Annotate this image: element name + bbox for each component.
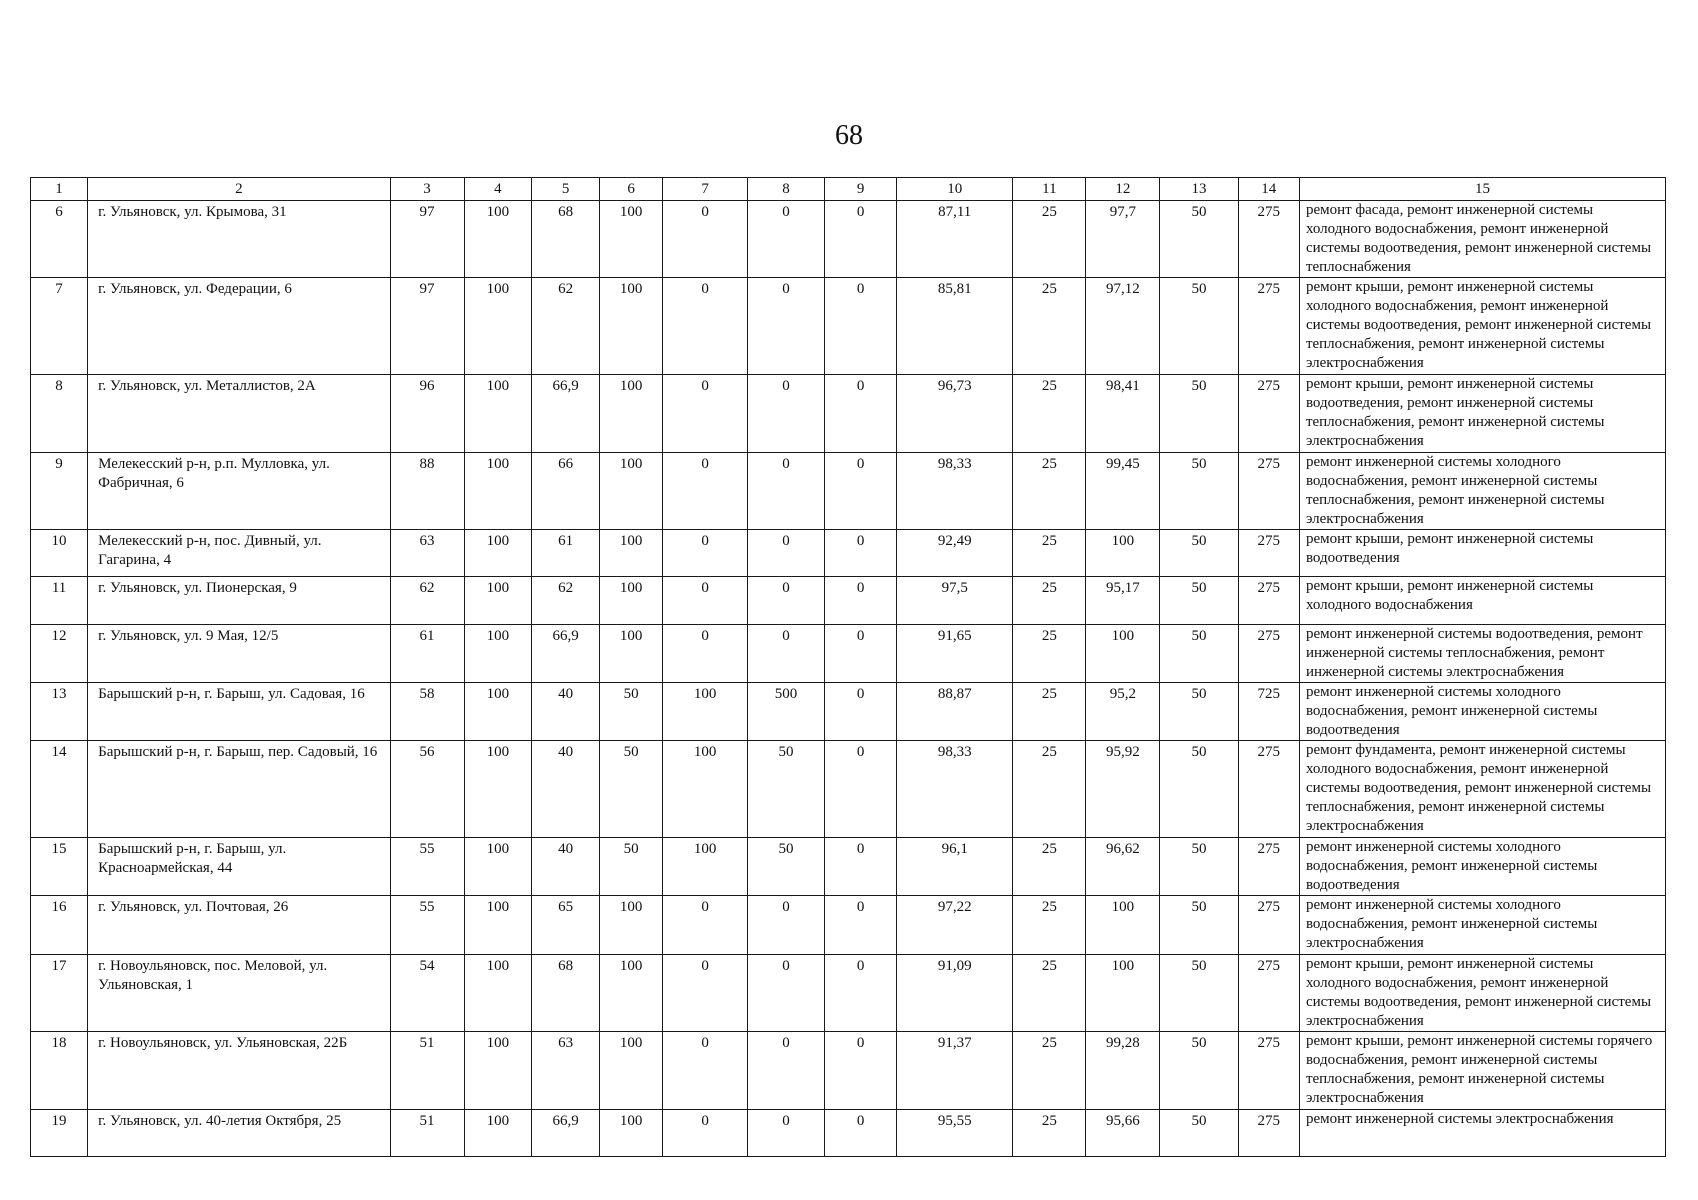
value-cell-col-8: 0 [747, 624, 824, 682]
value-cell-col-13: 50 [1160, 624, 1238, 682]
column-header-14: 14 [1238, 178, 1299, 201]
value-cell-col-11: 25 [1013, 530, 1086, 577]
value-cell-col-3: 88 [390, 452, 464, 529]
value-cell-col-6: 50 [599, 837, 662, 895]
value-cell-col-10: 91,65 [897, 624, 1013, 682]
table-row [31, 954, 1666, 1031]
value-cell-col-12: 100 [1086, 954, 1160, 1031]
value-cell-col-11: 25 [1013, 452, 1086, 529]
row-number-cell: 16 [31, 896, 88, 954]
value-cell-col-9: 0 [825, 954, 897, 1031]
column-header-13: 13 [1160, 178, 1238, 201]
value-cell-col-10: 85,81 [897, 278, 1013, 375]
value-cell-col-7: 0 [663, 577, 748, 624]
page-number: 68 [835, 120, 863, 151]
address-cell: Мелекесский р-н, пос. Дивный, ул. Гагарина, 4 [88, 530, 390, 577]
value-cell-col-5: 68 [532, 201, 600, 278]
value-cell-col-8: 0 [747, 278, 824, 375]
value-cell-col-7: 0 [663, 1032, 748, 1109]
value-cell-col-4: 100 [464, 1032, 532, 1109]
value-cell-col-5: 66,9 [532, 1109, 600, 1156]
value-cell-col-10: 88,87 [897, 682, 1013, 740]
value-cell-col-14: 275 [1238, 837, 1299, 895]
row-number-cell: 17 [31, 954, 88, 1031]
value-cell-col-6: 100 [599, 1032, 662, 1109]
value-cell-col-8: 0 [747, 1032, 824, 1109]
value-cell-col-14: 275 [1238, 201, 1299, 278]
value-cell-col-12: 97,7 [1086, 201, 1160, 278]
value-cell-col-11: 25 [1013, 278, 1086, 375]
value-cell-col-5: 62 [532, 278, 600, 375]
value-cell-col-9: 0 [825, 1109, 897, 1156]
value-cell-col-4: 100 [464, 278, 532, 375]
works-cell: ремонт крыши, ремонт инженерной системы водоотведения [1299, 530, 1665, 577]
column-header-5: 5 [532, 178, 600, 201]
value-cell-col-6: 50 [599, 682, 662, 740]
row-number-cell: 12 [31, 624, 88, 682]
value-cell-col-12: 96,62 [1086, 837, 1160, 895]
address-cell: г. Ульяновск, ул. Пионерская, 9 [88, 577, 390, 624]
value-cell-col-6: 100 [599, 530, 662, 577]
value-cell-col-7: 0 [663, 530, 748, 577]
value-cell-col-11: 25 [1013, 837, 1086, 895]
value-cell-col-6: 100 [599, 375, 662, 452]
table-row [31, 1109, 1666, 1156]
value-cell-col-7: 0 [663, 624, 748, 682]
value-cell-col-14: 275 [1238, 896, 1299, 954]
value-cell-col-6: 100 [599, 1109, 662, 1156]
address-cell: г. Ульяновск, ул. Металлистов, 2А [88, 375, 390, 452]
value-cell-col-13: 50 [1160, 896, 1238, 954]
value-cell-col-12: 95,92 [1086, 741, 1160, 838]
table-row [31, 896, 1666, 954]
value-cell-col-13: 50 [1160, 1032, 1238, 1109]
works-cell: ремонт инженерной системы водоотведения, ремонт инженерной системы теплоснабжения, ремонт инженерной системы электроснабжения [1299, 624, 1665, 682]
address-cell: г. Ульяновск, ул. 40-летия Октября, 25 [88, 1109, 390, 1156]
value-cell-col-11: 25 [1013, 1109, 1086, 1156]
value-cell-col-10: 98,33 [897, 452, 1013, 529]
value-cell-col-14: 275 [1238, 954, 1299, 1031]
table-row [31, 682, 1666, 740]
value-cell-col-3: 56 [390, 741, 464, 838]
table-row [31, 375, 1666, 452]
value-cell-col-7: 0 [663, 1109, 748, 1156]
value-cell-col-8: 500 [747, 682, 824, 740]
table-row [31, 1032, 1666, 1109]
value-cell-col-9: 0 [825, 741, 897, 838]
value-cell-col-13: 50 [1160, 452, 1238, 529]
value-cell-col-14: 275 [1238, 375, 1299, 452]
value-cell-col-11: 25 [1013, 375, 1086, 452]
value-cell-col-12: 99,28 [1086, 1032, 1160, 1109]
value-cell-col-6: 50 [599, 741, 662, 838]
value-cell-col-7: 0 [663, 201, 748, 278]
value-cell-col-11: 25 [1013, 741, 1086, 838]
value-cell-col-7: 0 [663, 452, 748, 529]
value-cell-col-12: 95,17 [1086, 577, 1160, 624]
value-cell-col-14: 275 [1238, 741, 1299, 838]
address-cell: г. Новоульяновск, пос. Меловой, ул. Ульяновская, 1 [88, 954, 390, 1031]
row-number-cell: 11 [31, 577, 88, 624]
value-cell-col-9: 0 [825, 530, 897, 577]
value-cell-col-11: 25 [1013, 624, 1086, 682]
value-cell-col-12: 95,2 [1086, 682, 1160, 740]
value-cell-col-8: 0 [747, 896, 824, 954]
address-cell: г. Ульяновск, ул. Крымова, 31 [88, 201, 390, 278]
value-cell-col-11: 25 [1013, 1032, 1086, 1109]
value-cell-col-10: 91,09 [897, 954, 1013, 1031]
address-cell: Барышский р-н, г. Барыш, ул. Садовая, 16 [88, 682, 390, 740]
column-header-9: 9 [825, 178, 897, 201]
value-cell-col-5: 63 [532, 1032, 600, 1109]
value-cell-col-4: 100 [464, 577, 532, 624]
row-number-cell: 7 [31, 278, 88, 375]
value-cell-col-3: 61 [390, 624, 464, 682]
value-cell-col-13: 50 [1160, 1109, 1238, 1156]
value-cell-col-6: 100 [599, 954, 662, 1031]
value-cell-col-6: 100 [599, 624, 662, 682]
value-cell-col-11: 25 [1013, 954, 1086, 1031]
works-cell: ремонт инженерной системы холодного водоснабжения, ремонт инженерной системы водоотведения [1299, 837, 1665, 895]
value-cell-col-12: 97,12 [1086, 278, 1160, 375]
row-number-cell: 9 [31, 452, 88, 529]
value-cell-col-12: 99,45 [1086, 452, 1160, 529]
row-number-cell: 8 [31, 375, 88, 452]
value-cell-col-9: 0 [825, 896, 897, 954]
value-cell-col-13: 50 [1160, 201, 1238, 278]
value-cell-col-10: 92,49 [897, 530, 1013, 577]
value-cell-col-13: 50 [1160, 741, 1238, 838]
value-cell-col-9: 0 [825, 201, 897, 278]
value-cell-col-3: 51 [390, 1032, 464, 1109]
value-cell-col-13: 50 [1160, 954, 1238, 1031]
column-header-4: 4 [464, 178, 532, 201]
value-cell-col-11: 25 [1013, 577, 1086, 624]
value-cell-col-13: 50 [1160, 682, 1238, 740]
value-cell-col-3: 51 [390, 1109, 464, 1156]
value-cell-col-10: 87,11 [897, 201, 1013, 278]
row-number-cell: 10 [31, 530, 88, 577]
value-cell-col-4: 100 [464, 837, 532, 895]
value-cell-col-4: 100 [464, 1109, 532, 1156]
value-cell-col-5: 40 [532, 741, 600, 838]
value-cell-col-7: 100 [663, 837, 748, 895]
table-row [31, 624, 1666, 682]
value-cell-col-8: 0 [747, 954, 824, 1031]
value-cell-col-5: 66 [532, 452, 600, 529]
value-cell-col-5: 66,9 [532, 375, 600, 452]
address-cell: г. Ульяновск, ул. Почтовая, 26 [88, 896, 390, 954]
column-header-15: 15 [1299, 178, 1665, 201]
value-cell-col-11: 25 [1013, 896, 1086, 954]
value-cell-col-4: 100 [464, 201, 532, 278]
value-cell-col-14: 275 [1238, 1032, 1299, 1109]
value-cell-col-6: 100 [599, 278, 662, 375]
value-cell-col-8: 0 [747, 375, 824, 452]
value-cell-col-3: 55 [390, 837, 464, 895]
value-cell-col-13: 50 [1160, 837, 1238, 895]
works-cell: ремонт крыши, ремонт инженерной системы горячего водоснабжения, ремонт инженерной системы теплоснабжения, ремонт инженерной системы электроснабжения [1299, 1032, 1665, 1109]
value-cell-col-5: 68 [532, 954, 600, 1031]
value-cell-col-4: 100 [464, 896, 532, 954]
column-header-3: 3 [390, 178, 464, 201]
value-cell-col-14: 275 [1238, 530, 1299, 577]
table-row [31, 577, 1666, 624]
column-header-1: 1 [31, 178, 88, 201]
value-cell-col-12: 100 [1086, 624, 1160, 682]
value-cell-col-7: 0 [663, 278, 748, 375]
value-cell-col-14: 275 [1238, 577, 1299, 624]
value-cell-col-12: 98,41 [1086, 375, 1160, 452]
works-cell: ремонт крыши, ремонт инженерной системы холодного водоснабжения [1299, 577, 1665, 624]
value-cell-col-10: 96,73 [897, 375, 1013, 452]
value-cell-col-3: 96 [390, 375, 464, 452]
table-row [31, 530, 1666, 577]
value-cell-col-6: 100 [599, 577, 662, 624]
value-cell-col-5: 65 [532, 896, 600, 954]
value-cell-col-10: 98,33 [897, 741, 1013, 838]
table-row [31, 278, 1666, 375]
value-cell-col-10: 91,37 [897, 1032, 1013, 1109]
address-cell: Барышский р-н, г. Барыш, ул. Красноармейская, 44 [88, 837, 390, 895]
value-cell-col-8: 0 [747, 1109, 824, 1156]
value-cell-col-9: 0 [825, 577, 897, 624]
works-cell: ремонт крыши, ремонт инженерной системы холодного водоснабжения, ремонт инженерной системы водоотведения, ремонт инженерной системы электроснабжения [1299, 954, 1665, 1031]
value-cell-col-3: 63 [390, 530, 464, 577]
value-cell-col-12: 100 [1086, 896, 1160, 954]
works-cell: ремонт крыши, ремонт инженерной системы водоотведения, ремонт инженерной системы теплоснабжения, ремонт инженерной системы электроснабжения [1299, 375, 1665, 452]
value-cell-col-7: 0 [663, 375, 748, 452]
value-cell-col-8: 50 [747, 741, 824, 838]
value-cell-col-13: 50 [1160, 577, 1238, 624]
value-cell-col-11: 25 [1013, 201, 1086, 278]
value-cell-col-5: 61 [532, 530, 600, 577]
value-cell-col-13: 50 [1160, 530, 1238, 577]
address-cell: Мелекесский р-н, р.п. Мулловка, ул. Фабричная, 6 [88, 452, 390, 529]
value-cell-col-14: 275 [1238, 452, 1299, 529]
value-cell-col-8: 0 [747, 452, 824, 529]
column-header-8: 8 [747, 178, 824, 201]
value-cell-col-8: 0 [747, 577, 824, 624]
value-cell-col-6: 100 [599, 452, 662, 529]
table-header [31, 178, 1666, 201]
value-cell-col-10: 97,5 [897, 577, 1013, 624]
value-cell-col-8: 50 [747, 837, 824, 895]
value-cell-col-14: 275 [1238, 1109, 1299, 1156]
value-cell-col-13: 50 [1160, 375, 1238, 452]
row-number-cell: 15 [31, 837, 88, 895]
table-row [31, 201, 1666, 278]
value-cell-col-7: 100 [663, 682, 748, 740]
column-header-12: 12 [1086, 178, 1160, 201]
value-cell-col-5: 62 [532, 577, 600, 624]
value-cell-col-5: 40 [532, 682, 600, 740]
value-cell-col-6: 100 [599, 896, 662, 954]
value-cell-col-10: 97,22 [897, 896, 1013, 954]
table-row [31, 741, 1666, 838]
value-cell-col-9: 0 [825, 682, 897, 740]
value-cell-col-12: 100 [1086, 530, 1160, 577]
column-header-2: 2 [88, 178, 390, 201]
works-cell: ремонт крыши, ремонт инженерной системы холодного водоснабжения, ремонт инженерной системы водоотведения, ремонт инженерной системы теплоснабжения, ремонт инженерной системы электроснабжения [1299, 278, 1665, 375]
value-cell-col-3: 58 [390, 682, 464, 740]
table-body [31, 201, 1666, 1157]
value-cell-col-14: 725 [1238, 682, 1299, 740]
value-cell-col-6: 100 [599, 201, 662, 278]
works-cell: ремонт инженерной системы холодного водоснабжения, ремонт инженерной системы водоотведения [1299, 682, 1665, 740]
value-cell-col-10: 96,1 [897, 837, 1013, 895]
value-cell-col-9: 0 [825, 837, 897, 895]
row-number-cell: 6 [31, 201, 88, 278]
value-cell-col-3: 97 [390, 278, 464, 375]
value-cell-col-7: 0 [663, 954, 748, 1031]
value-cell-col-9: 0 [825, 375, 897, 452]
value-cell-col-4: 100 [464, 954, 532, 1031]
value-cell-col-3: 55 [390, 896, 464, 954]
address-cell: г. Новоульяновск, ул. Ульяновская, 22Б [88, 1032, 390, 1109]
value-cell-col-5: 40 [532, 837, 600, 895]
header-row [31, 178, 1666, 201]
column-header-7: 7 [663, 178, 748, 201]
value-cell-col-9: 0 [825, 624, 897, 682]
value-cell-col-3: 54 [390, 954, 464, 1031]
value-cell-col-4: 100 [464, 375, 532, 452]
works-cell: ремонт инженерной системы холодного водоснабжения, ремонт инженерной системы теплоснабжения, ремонт инженерной системы электроснабжения [1299, 452, 1665, 529]
value-cell-col-3: 97 [390, 201, 464, 278]
row-number-cell: 19 [31, 1109, 88, 1156]
value-cell-col-4: 100 [464, 624, 532, 682]
value-cell-col-7: 100 [663, 741, 748, 838]
value-cell-col-9: 0 [825, 452, 897, 529]
value-cell-col-14: 275 [1238, 624, 1299, 682]
value-cell-col-11: 25 [1013, 682, 1086, 740]
value-cell-col-8: 0 [747, 530, 824, 577]
row-number-cell: 14 [31, 741, 88, 838]
value-cell-col-4: 100 [464, 741, 532, 838]
works-cell: ремонт фасада, ремонт инженерной системы холодного водоснабжения, ремонт инженерной системы водоотведения, ремонт инженерной системы теплоснабжения [1299, 201, 1665, 278]
value-cell-col-4: 100 [464, 530, 532, 577]
column-header-11: 11 [1013, 178, 1086, 201]
row-number-cell: 13 [31, 682, 88, 740]
repair-table-container [30, 177, 1666, 1157]
address-cell: г. Ульяновск, ул. Федерации, 6 [88, 278, 390, 375]
value-cell-col-3: 62 [390, 577, 464, 624]
value-cell-col-10: 95,55 [897, 1109, 1013, 1156]
value-cell-col-8: 0 [747, 201, 824, 278]
row-number-cell: 18 [31, 1032, 88, 1109]
table-row [31, 452, 1666, 529]
value-cell-col-12: 95,66 [1086, 1109, 1160, 1156]
works-cell: ремонт инженерной системы холодного водоснабжения, ремонт инженерной системы электроснабжения [1299, 896, 1665, 954]
repair-table [30, 177, 1666, 1157]
address-cell: Барышский р-н, г. Барыш, пер. Садовый, 16 [88, 741, 390, 838]
value-cell-col-9: 0 [825, 278, 897, 375]
address-cell: г. Ульяновск, ул. 9 Мая, 12/5 [88, 624, 390, 682]
value-cell-col-13: 50 [1160, 278, 1238, 375]
value-cell-col-7: 0 [663, 896, 748, 954]
column-header-10: 10 [897, 178, 1013, 201]
works-cell: ремонт фундамента, ремонт инженерной системы холодного водоснабжения, ремонт инженерной системы водоотведения, ремонт инженерной системы теплоснабжения, ремонт инженерной системы электроснабжения [1299, 741, 1665, 838]
column-header-6: 6 [599, 178, 662, 201]
value-cell-col-14: 275 [1238, 278, 1299, 375]
table-row [31, 837, 1666, 895]
value-cell-col-4: 100 [464, 452, 532, 529]
value-cell-col-4: 100 [464, 682, 532, 740]
works-cell: ремонт инженерной системы электроснабжения [1299, 1109, 1665, 1156]
value-cell-col-9: 0 [825, 1032, 897, 1109]
value-cell-col-5: 66,9 [532, 624, 600, 682]
